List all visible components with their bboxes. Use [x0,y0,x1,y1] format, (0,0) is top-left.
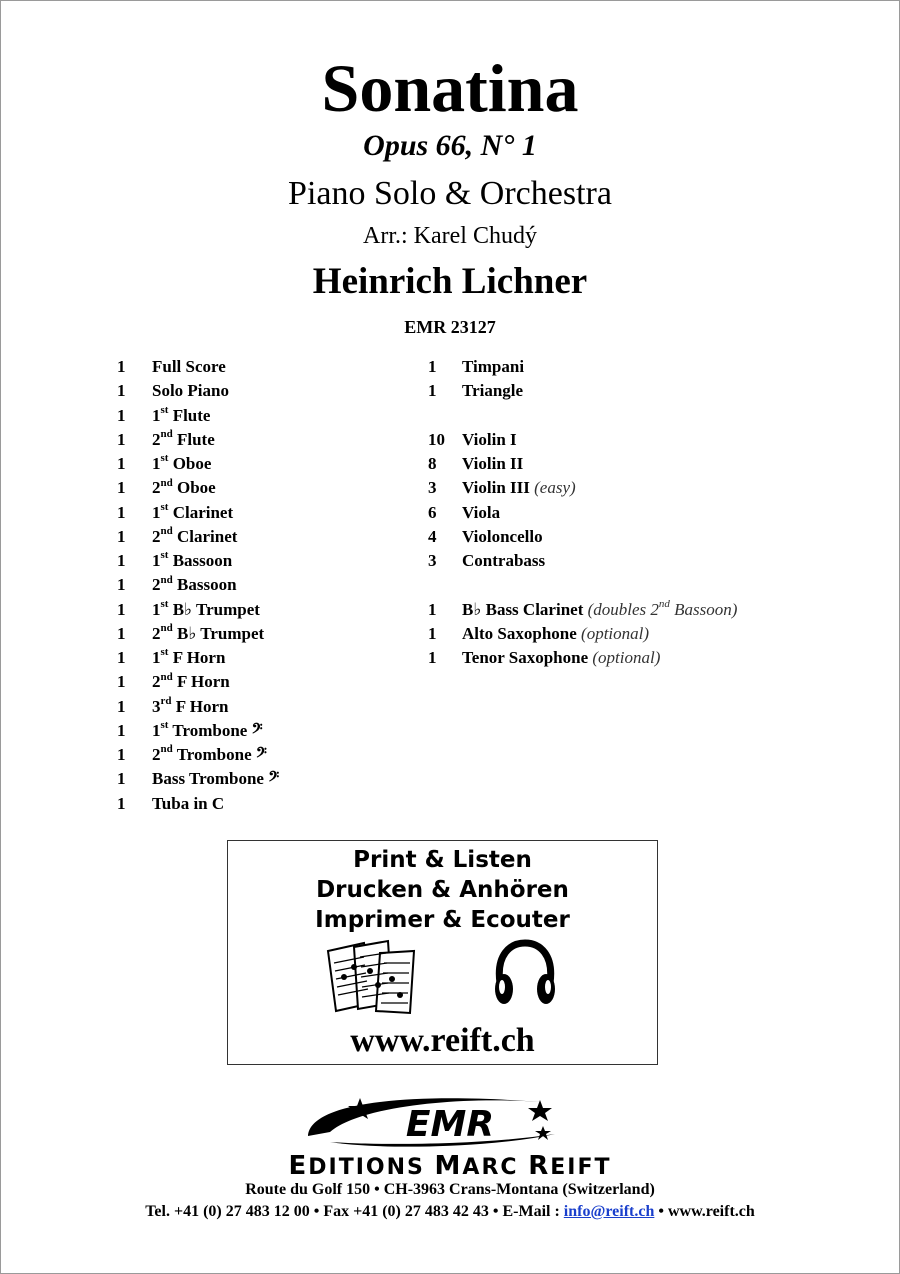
list-item: 1 1st B♭ Trumpet [117,597,260,619]
list-item: 1 B♭ Bass Clarinet (doubles 2nd Bassoon) [428,597,738,619]
list-item: 1 Tuba in C [117,793,225,813]
print-listen-box [227,840,658,1065]
promo-line-german: Drucken & Anhören [316,877,569,903]
list-item: 1 Full Score [117,357,226,376]
email-link[interactable]: info@reift.ch [563,1203,655,1220]
headphones-icon [490,939,560,1009]
parts-list-left [117,355,279,816]
list-item: 1 1st Bassoon [117,549,233,570]
list-item: 1 Bass Trombone 𝄢 [117,769,280,789]
list-item: 1 3rd F Horn [117,694,229,716]
list-spacer [428,573,737,597]
list-item: 1 2nd Bassoon [117,573,237,595]
list-item: 1 2nd Flute [117,428,215,449]
page-title: Sonatina [321,50,579,126]
publisher-address: Route du Golf 150 • CH-3963 Crans-Montana (Switzerland) [245,1181,655,1198]
list-item: 1 1st F Horn [117,646,226,667]
list-item: 1 Solo Piano [117,381,229,401]
list-item: 1 2nd B♭ Trumpet [117,622,265,643]
promo-line-english: Print & Listen [353,847,532,873]
parts-list-right [428,355,737,670]
emr-logo [300,1090,600,1150]
list-item: 1 Tenor Saxophone (optional) [428,648,661,667]
list-item: 1 2nd Clarinet [117,525,238,546]
instrumentation: Piano Solo & Orchestra [288,175,612,212]
arranger: Arr.: Karel Chudý [363,223,537,249]
catalog-number: EMR 23127 [404,317,496,337]
publisher-contact: Tel. +41 (0) 27 483 12 00 • Fax +41 (0) 27 483 42 43 • E-Mail : info@reift.ch • www.reift.ch [145,1203,755,1220]
list-item: 1 2nd F Horn [117,670,230,692]
list-item: 3 Violin III (easy) [428,478,576,498]
list-item: 1 1st Trombone 𝄢 [117,719,263,740]
website-link[interactable]: • www.reift.ch [654,1203,755,1220]
promo-line-french: Imprimer & Ecouter [315,907,570,933]
list-item: 1 Alto Saxophone (optional) [428,623,650,643]
list-item: 4 Violoncello [428,526,543,546]
list-item: 1 2nd Oboe [117,476,216,498]
list-item: 1 2nd Trombone 𝄢 [117,743,267,764]
list-item: 8 Violin II [428,454,524,473]
sheet-music-icon [324,937,424,1019]
list-item: 6 Viola [428,502,501,522]
publisher-name: EDITIONS MARC REIFT [288,1151,612,1181]
svg-text:EMR: EMR [405,1104,495,1145]
list-item: 1 Timpani [428,357,525,376]
list-item: 3 Contrabass [428,551,546,570]
list-item: 1 1st Flute [117,403,211,425]
opus-number: Opus 66, N° 1 [363,129,537,162]
list-item: 1 1st Oboe [117,452,212,473]
list-item: 10 Violin I [428,429,517,449]
list-item: 1 1st Clarinet [117,500,234,522]
list-spacer [428,404,737,428]
promo-url[interactable]: www.reift.ch [350,1022,535,1059]
list-item: 1 Triangle [428,381,524,401]
composer: Heinrich Lichner [312,261,588,302]
